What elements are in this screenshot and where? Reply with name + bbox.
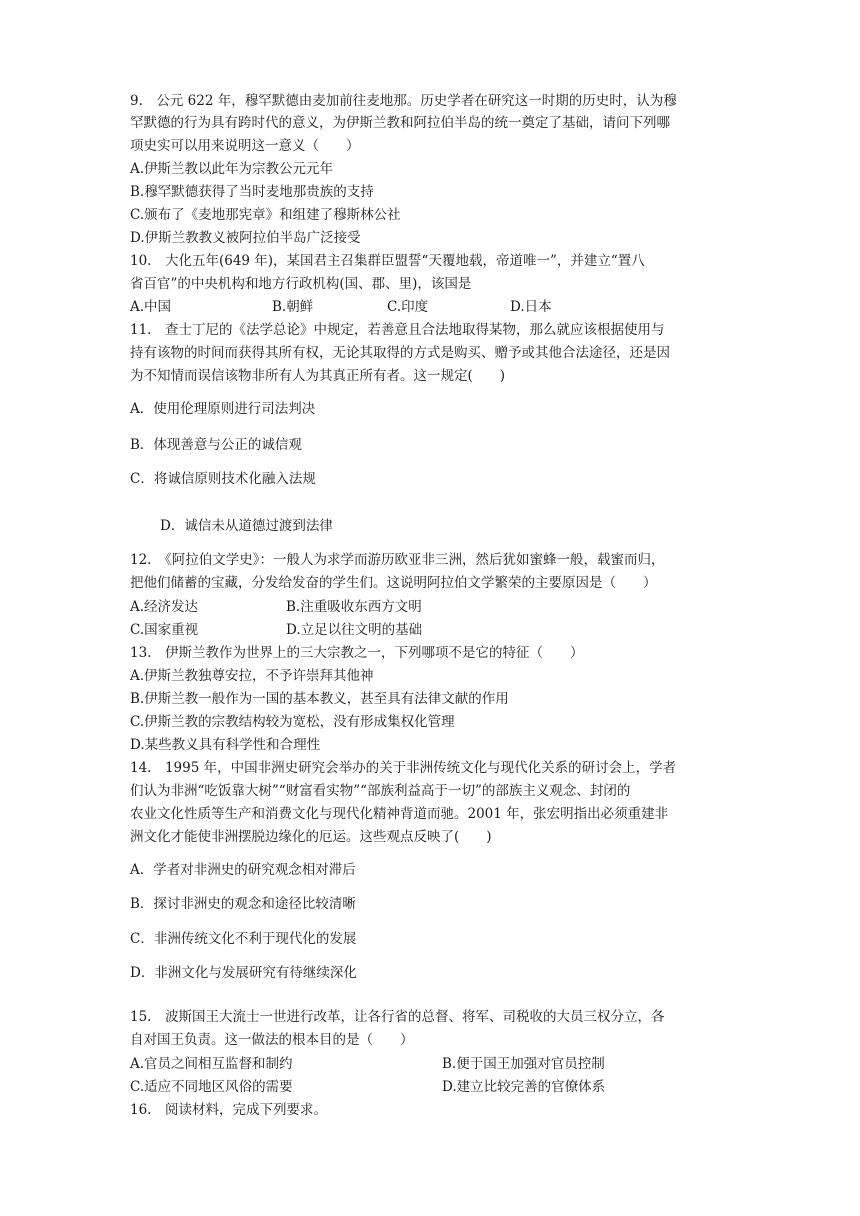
q13-option-b: B.伊斯兰教一般作为一国的基本教义，甚至具有法律文献的作用 (130, 691, 509, 707)
q13-option-c: C.伊斯兰教的宗教结构较为宽松，没有形成集权化管理 (130, 714, 455, 730)
q9-option-c: C.颁布了《麦地那宪章》和组建了穆斯林公社 (130, 207, 401, 223)
q14-stem-line-2: 们认为非洲“吃饭靠大树”“财富看实物”“部族利益高于一切”的部族主义观念、封闭的 (130, 783, 631, 799)
q16-stem-line-1: 16. 阅读材料，完成下列要求。 (130, 1102, 327, 1118)
q11-option-d: D．诚信未从道德过渡到法律 (160, 518, 333, 534)
q12-stem-line-2: 把他们储蓄的宝藏，分发给发奋的学生们。这说明阿拉伯文学繁荣的主要原因是（ ） (130, 575, 657, 591)
q12-option-d: D.立足以往文明的基础 (286, 622, 423, 638)
q10-option-a: A.中国 (130, 299, 172, 315)
q15-stem-line-2: 自对国王负责。这一做法的根本目的是（ ） (130, 1032, 414, 1048)
q14-option-b: B．探讨非洲史的观念和途径比较清晰 (130, 896, 356, 912)
q15-option-d: D.建立比较完善的官僚体系 (442, 1079, 606, 1095)
q11-option-a: A．使用伦理原则进行司法判决 (130, 401, 316, 417)
q11-stem-line-3: 为不知情而误信该物非所有人为其真正所有者。这一规定( ) (130, 368, 506, 384)
q9-option-d: D.伊斯兰教教义被阿拉伯半岛广泛接受 (130, 230, 361, 246)
q15-stem-line-1: 15. 波斯国王大流士一世进行改革，让各行省的总督、将军、司税收的大员三权分立，各 (130, 1009, 665, 1025)
q13-option-a: A.伊斯兰教独尊安拉，不予许崇拜其他神 (130, 668, 374, 684)
q9-stem-line-1: 9. 公元 622 年，穆罕默德由麦加前往麦地那。历史学者在研究这一时期的历史时，认为穆 (130, 93, 677, 109)
q14-stem-line-1: 14. 1995 年，中国非洲史研究会举办的关于非洲传统文化与现代化关系的研讨会上，学者 (130, 760, 677, 776)
q11-option-c: C．将诚信原则技术化融入法规 (130, 471, 316, 487)
q12-option-b: B.注重吸收东西方文明 (286, 599, 422, 615)
q12-option-c: C.国家重视 (130, 622, 199, 638)
q14-option-d: D．非洲文化与发展研究有待继续深化 (130, 965, 357, 981)
q10-option-b: B.朝鲜 (272, 299, 314, 315)
q9-option-a: A.伊斯兰教以此年为宗教公元元年 (130, 161, 334, 177)
q10-stem-line-1: 10. 大化五年(649 年)，某国君主召集群臣盟誓“天覆地载，帝道唯一”，并建立“置八 (130, 253, 645, 269)
q13-option-d: D.某些教义具有科学性和合理性 (130, 737, 321, 753)
q9-option-b: B.穆罕默德获得了当时麦地那贵族的支持 (130, 184, 374, 200)
q14-option-a: A．学者对非洲史的研究观念相对滞后 (130, 862, 356, 878)
q13-stem-line-1: 13. 伊斯兰教作为世界上的三大宗教之一，下列哪项不是它的特征（ ） (130, 645, 584, 661)
q10-option-c: C.印度 (387, 299, 429, 315)
q15-option-a: A.官员之间相互监督和制约 (130, 1056, 293, 1072)
q9-stem-line-3: 项史实可以用来说明这一意义（ ） (130, 138, 360, 154)
q10-stem-line-2: 省百官”的中央机构和地方行政机构(国、郡、里)，该国是 (130, 276, 472, 292)
q14-stem-line-4: 洲文化才能使非洲摆脱边缘化的厄运。这些观点反映了( ) (130, 829, 492, 845)
q12-option-a: A.经济发达 (130, 599, 199, 615)
q12-stem-line-1: 12. 《阿拉伯文学史》：一般人为求学而游历欧亚非三洲，然后犹如蜜蜂一般，载蜜而归， (130, 552, 665, 568)
q15-option-c: C.适应不同地区风俗的需要 (130, 1079, 293, 1095)
q14-option-c: C．非洲传统文化不利于现代化的发展 (130, 931, 357, 947)
q11-option-b: B．体现善意与公正的诚信观 (130, 437, 302, 453)
q11-stem-line-2: 持有该物的时间而获得其所有权，无论其取得的方式是购买、赠予或其他合法途径，还是因 (130, 345, 670, 361)
q11-stem-line-1: 11. 查士丁尼的《法学总论》中规定，若善意且合法地取得某物，那么就应该根据使用与 (130, 322, 665, 338)
q14-stem-line-3: 农业文化性质等生产和消费文化与现代化精神背道而驰。2001 年，张宏明指出必须重建非 (130, 806, 669, 822)
q15-option-b: B.便于国王加强对官员控制 (442, 1056, 605, 1072)
q10-option-d: D.日本 (510, 299, 552, 315)
q9-stem-line-2: 罕默德的行为具有跨时代的意义，为伊斯兰教和阿拉伯半岛的统一奠定了基础，请问下列哪 (130, 115, 670, 131)
